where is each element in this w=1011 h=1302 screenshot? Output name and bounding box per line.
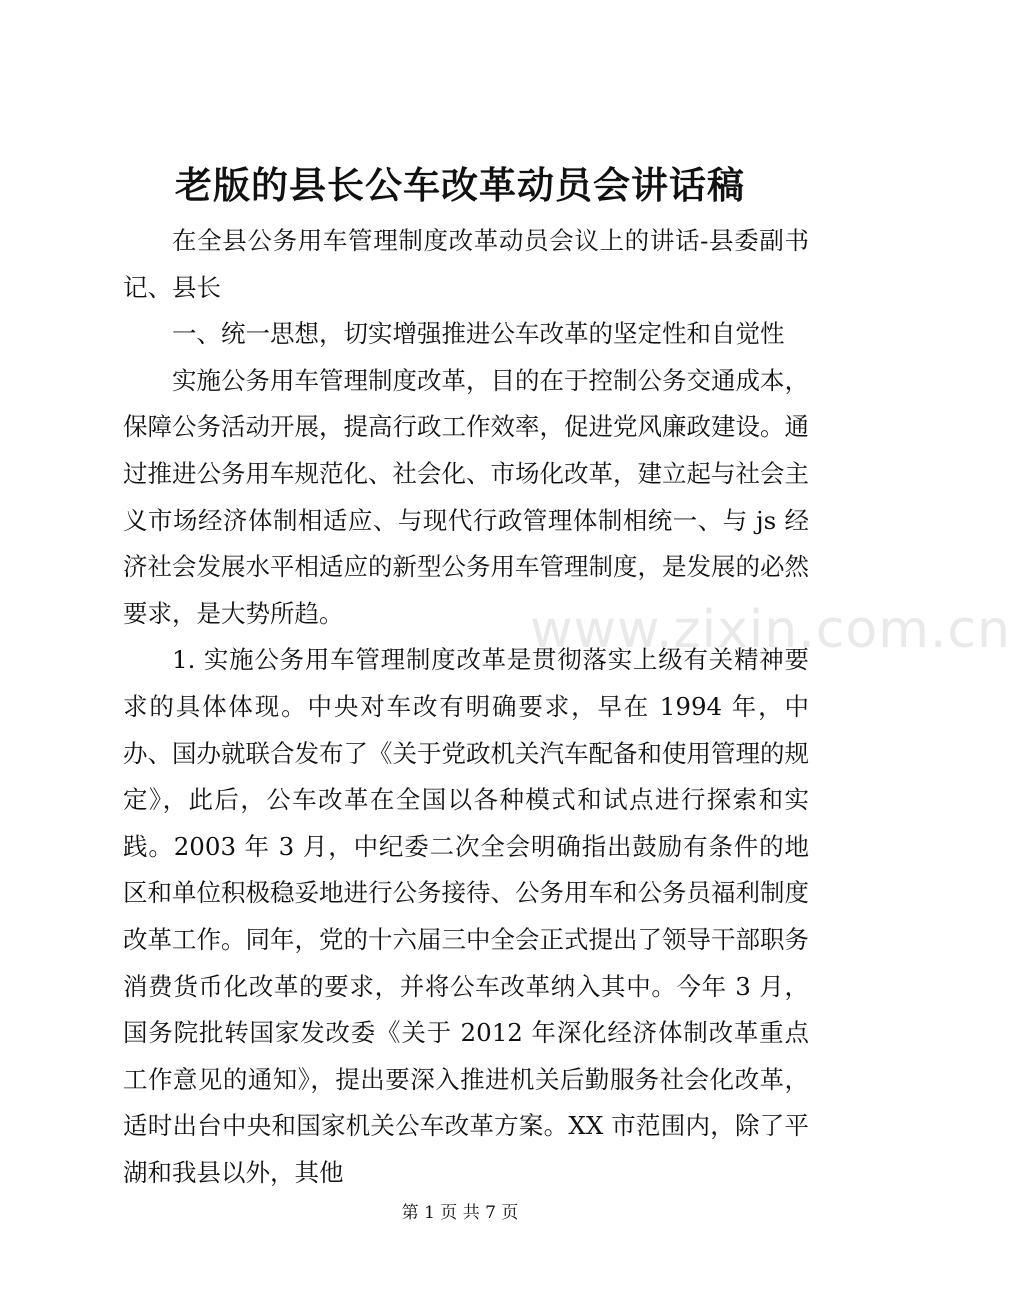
paragraph-body-1: 实施公务用车管理制度改革，目的在于控制公务交通成本，保障公务活动开展，提高行政工作效率，促进党风廉政建设。通过推进公务用车规范化、社会化、市场化改革，建立起与社会主义市场经济体制相适应、与现代行政管理体制相统一、与 js 经济社会发展水平相适应的新型公务用车管理制度，是发展的必然要求，是大势所趋。 (123, 365, 809, 628)
document-body (123, 218, 809, 1196)
paragraph-subtitle: 在全县公务用车管理制度改革动员会议上的讲话-县委副书记、县长 (123, 226, 809, 302)
document-title: 老版的县长公车改革动员会讲话稿 (175, 163, 745, 207)
page-footer: 第 1 页 共 7 页 (401, 1203, 519, 1223)
paragraph-body-2: 1. 实施公务用车管理制度改革是贯彻落实上级有关精神要求的具体体现。中央对车改有明确要求，早在 1994 年，中办、国办就联合发布了《关于党政机关汽车配备和使用管理的规定》，此后，公车改革在全国以各种模式和试点进行探索和实践。2003 年 3 月，中纪委二次全会明确指出鼓励有条件的地区和单位积极稳妥地进行公务接待、公务用车和公务员福利制度改革工作。同年，党的十六届三中全会正式提出了领导干部职务消费货币化改革的要求，并将公车改革纳入其中。今年 3 月，国务院批转国家发改委《关于 2012 年深化经济体制改革重点工作意见的通知》，提出要深入推进机关后勤服务社会化改革，适时出台中央和国家机关公车改革方案。XX 市范围内，除了平湖和我县以外，其他 (123, 645, 809, 1187)
watermark: www.zixin.com.cn (530, 600, 1011, 660)
paragraph-section-heading: 一、统一思想，切实增强推进公车改革的坚定性和自觉性 (172, 319, 785, 349)
